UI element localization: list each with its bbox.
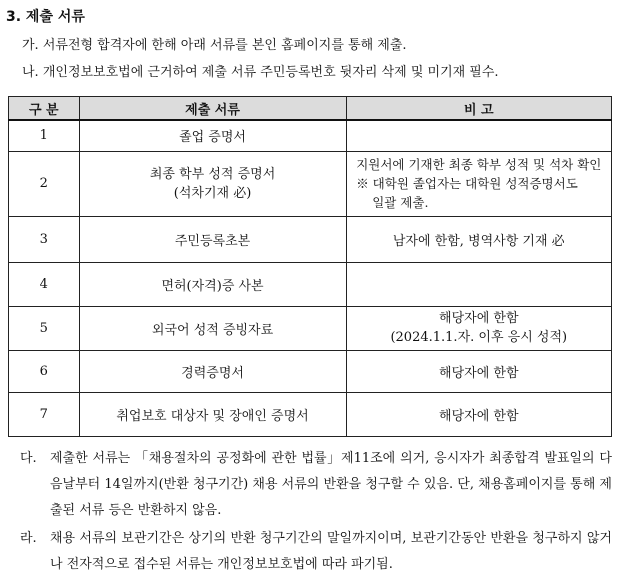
notice-marker: 다. [20,451,37,466]
document-name: 경력증명서 [79,350,346,392]
table-row [9,151,612,216]
notice-marker: 라. [20,531,37,546]
row-number: 1 [9,120,80,151]
table-row [9,120,612,151]
document-name [79,151,346,216]
notice-item-da [20,446,612,524]
remark-cell [346,262,611,306]
header-documents: 제출 서류 [79,97,346,121]
row-number: 2 [9,151,80,216]
remark-cell: 해당자에 한함 [346,350,611,392]
document-name-line: 최종 학부 성적 증명서 [149,166,276,182]
remark-line: 일괄 제출. [372,195,429,210]
document-name-line: (석차기재 必) [173,185,252,201]
header-remarks: 비 고 [346,97,611,121]
remark-line: 해당자에 한함 [439,311,519,326]
row-number: 6 [9,350,80,392]
remark-cell [346,120,611,151]
intro-item-ga: 가. 서류전형 합격자에 한해 아래 서류를 본인 홈페이지를 통해 제출. [22,38,407,53]
remark-cell [346,151,611,216]
remark-line: ※ 대학원 졸업자는 대학원 성적증명서도 [356,176,578,191]
remark-cell [346,306,611,350]
remark-line: (2024.1.1.자. 이후 응시 성적) [390,330,568,345]
remark-cell: 해당자에 한함 [346,392,611,436]
table-row [9,392,612,436]
table-header-row [9,97,612,121]
row-number: 7 [9,392,80,436]
notice-text: 제출한 서류는 「채용절차의 공정화에 관한 법률」제11조에 의거, 응시자가 최종합격 발표일의 다음날부터 14일까지(반환 청구기간) 채용 서류의 반환을 청구할 수 있음. 단, 채용홈페이지를 통해 제출된 서류 등은 반환하지 않음. [50,451,612,518]
document-name: 주민등록초본 [79,216,346,262]
table-row [9,216,612,262]
row-number: 3 [9,216,80,262]
notice-item-ra [20,526,612,578]
document-name: 외국어 성적 증빙자료 [79,306,346,350]
row-number: 4 [9,262,80,306]
notice-text: 채용 서류의 보관기간은 상기의 반환 청구기간의 말일까지이며, 보관기간동안 반환을 청구하지 않거나 전자적으로 접수된 서류는 개인정보보호법에 따라 파기됨. [50,531,612,572]
intro-item-na: 나. 개인정보보호법에 근거하여 제출 서류 주민등록번호 뒷자리 삭제 및 미기재 필수. [22,65,499,80]
document-name: 면허(자격)증 사본 [79,262,346,306]
document-name: 졸업 증명서 [79,120,346,151]
row-number: 5 [9,306,80,350]
section-title: 3. 제출 서류 [6,9,85,25]
header-category: 구 분 [9,97,80,121]
document-name: 취업보호 대상자 및 장애인 증명서 [79,392,346,436]
remark-line: 지원서에 기재한 최종 학부 성적 및 석차 확인 [356,157,602,172]
documents-table [8,96,612,437]
remark-cell: 남자에 한함, 병역사항 기재 必 [346,216,611,262]
table-row [9,350,612,392]
table-row [9,306,612,350]
table-row [9,262,612,306]
